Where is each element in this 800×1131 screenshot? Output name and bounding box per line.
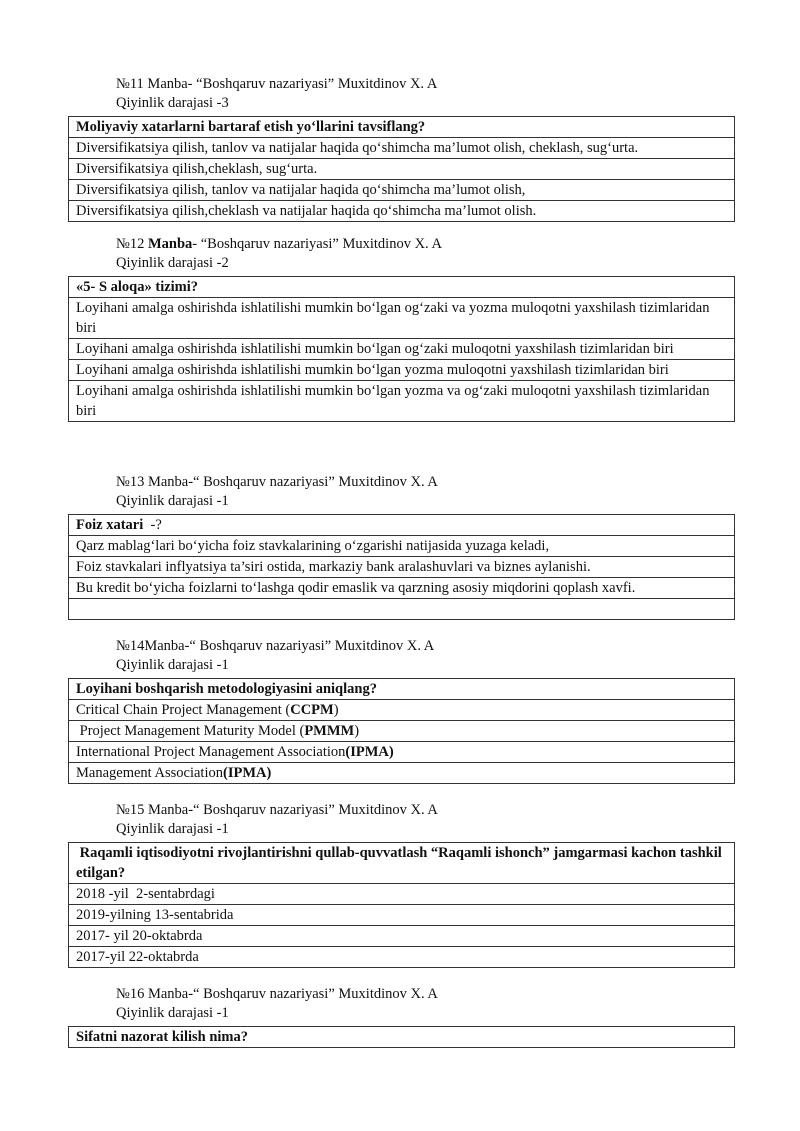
question-header bbox=[116, 985, 800, 1023]
number-prefix: №12 bbox=[116, 236, 148, 252]
question-text bbox=[69, 515, 735, 536]
answer-option: 2017-yil 22-oktabrda bbox=[69, 947, 735, 968]
source-label: №15 Manba-“ Boshqaruv nazariyasi” Muxitdinov X. A bbox=[116, 802, 438, 818]
question-header bbox=[116, 473, 800, 511]
answer-option: Bu kredit bo‘yicha foizlarni to‘lashga qodir emaslik va qarzning asosiy miqdorini qoplash xavfi. bbox=[69, 578, 735, 599]
question-text: Sifatni nazorat kilish nima? bbox=[69, 1027, 735, 1048]
question-header bbox=[116, 637, 800, 675]
question-text: Moliyaviy xatarlarni bartaraf etish yo‘llarini tavsiflang? bbox=[69, 117, 735, 138]
answer-option-empty bbox=[69, 599, 735, 620]
answer-option: 2019-yilning 13-sentabrida bbox=[69, 905, 735, 926]
question-header bbox=[116, 75, 800, 113]
answer-option: Diversifikatsiya qilish, tanlov va natijalar haqida qo‘shimcha ma’lumot olish, cheklash, sug‘urta. bbox=[69, 138, 735, 159]
answer-option: Project Management Maturity Model (PMMM) bbox=[69, 721, 735, 742]
question-table bbox=[68, 514, 735, 620]
question-block-16 bbox=[0, 985, 800, 1048]
question-table bbox=[68, 678, 735, 784]
question-block-13 bbox=[0, 473, 800, 620]
question-block-11 bbox=[0, 75, 800, 222]
answer-option: Critical Chain Project Management (CCPM) bbox=[69, 700, 735, 721]
question-text: «5- S aloqa» tizimi? bbox=[69, 277, 735, 298]
source-label: №16 Manba-“ Boshqaruv nazariyasi” Muxitdinov X. A bbox=[116, 986, 438, 1002]
question-bold-term: Foiz xatari bbox=[76, 517, 144, 533]
question-table bbox=[68, 116, 735, 222]
question-table bbox=[68, 276, 735, 422]
answer-option: Loyihani amalga oshirishda ishlatilishi mumkin bo‘lgan yozma va og‘zaki muloqotni yaxshilash tizimlaridan biri bbox=[69, 381, 735, 422]
question-text: Loyihani boshqarish metodologiyasini aniqlang? bbox=[69, 679, 735, 700]
number-suffix: - “Boshqaruv nazariyasi” Muxitdinov X. A bbox=[192, 236, 442, 252]
answer-option: 2018 -yil 2-sentabrdagi bbox=[69, 884, 735, 905]
answer-option: Management Association(IPMA) bbox=[69, 763, 735, 784]
source-label bbox=[116, 235, 800, 254]
difficulty-label: Qiyinlik darajasi -2 bbox=[116, 255, 229, 271]
source-bold-word: Manba bbox=[147, 236, 193, 252]
answer-option: Diversifikatsiya qilish,cheklash, sug‘urta. bbox=[69, 159, 735, 180]
answer-option: Diversifikatsiya qilish,cheklash va natijalar haqida qo‘shimcha ma’lumot olish. bbox=[69, 201, 735, 222]
question-table bbox=[68, 1026, 735, 1048]
answer-option: Loyihani amalga oshirishda ishlatilishi mumkin bo‘lgan og‘zaki va yozma muloqotni yaxshilash tizimlaridan biri bbox=[69, 298, 735, 339]
difficulty-label: Qiyinlik darajasi -1 bbox=[116, 1005, 229, 1021]
difficulty-label: Qiyinlik darajasi -1 bbox=[116, 821, 229, 837]
question-block-14 bbox=[0, 637, 800, 784]
question-block-12 bbox=[0, 235, 800, 422]
source-label: №11 Manba- “Boshqaruv nazariyasi” Muxitdinov X. A bbox=[116, 76, 438, 92]
answer-option: Loyihani amalga oshirishda ishlatilishi mumkin bo‘lgan og‘zaki muloqotni yaxshilash tizimlaridan biri bbox=[69, 339, 735, 360]
answer-option: Diversifikatsiya qilish, tanlov va natijalar haqida qo‘shimcha ma’lumot olish, bbox=[69, 180, 735, 201]
source-label: №13 Manba-“ Boshqaruv nazariyasi” Muxitdinov X. A bbox=[116, 474, 438, 490]
difficulty-label: Qiyinlik darajasi -1 bbox=[116, 657, 229, 673]
answer-option: Qarz mablag‘lari bo‘yicha foiz stavkalarining o‘zgarishi natijasida yuzaga keladi, bbox=[69, 536, 735, 557]
answer-option: Foiz stavkalari inflyatsiya ta’siri ostida, markaziy bank aralashuvlari va biznes aylanishi. bbox=[69, 557, 735, 578]
question-header bbox=[116, 235, 800, 273]
difficulty-label: Qiyinlik darajasi -1 bbox=[116, 493, 229, 509]
answer-option: International Project Management Association(IPMA) bbox=[69, 742, 735, 763]
difficulty-label: Qiyinlik darajasi -3 bbox=[116, 95, 229, 111]
answer-option: 2017- yil 20-oktabrda bbox=[69, 926, 735, 947]
question-text: Raqamli iqtisodiyotni rivojlantirishni qullab-quvvatlash “Raqamli ishonch” jamgarmasi kachon tashkil etilgan? bbox=[69, 843, 735, 884]
answer-option: Loyihani amalga oshirishda ishlatilishi mumkin bo‘lgan yozma muloqotni yaxshilash tizimlaridan biri bbox=[69, 360, 735, 381]
question-header bbox=[116, 801, 800, 839]
source-label: №14Manba-“ Boshqaruv nazariyasi” Muxitdinov X. A bbox=[116, 638, 435, 654]
question-block-15 bbox=[0, 801, 800, 968]
question-suffix: -? bbox=[143, 517, 162, 533]
question-table bbox=[68, 842, 735, 968]
